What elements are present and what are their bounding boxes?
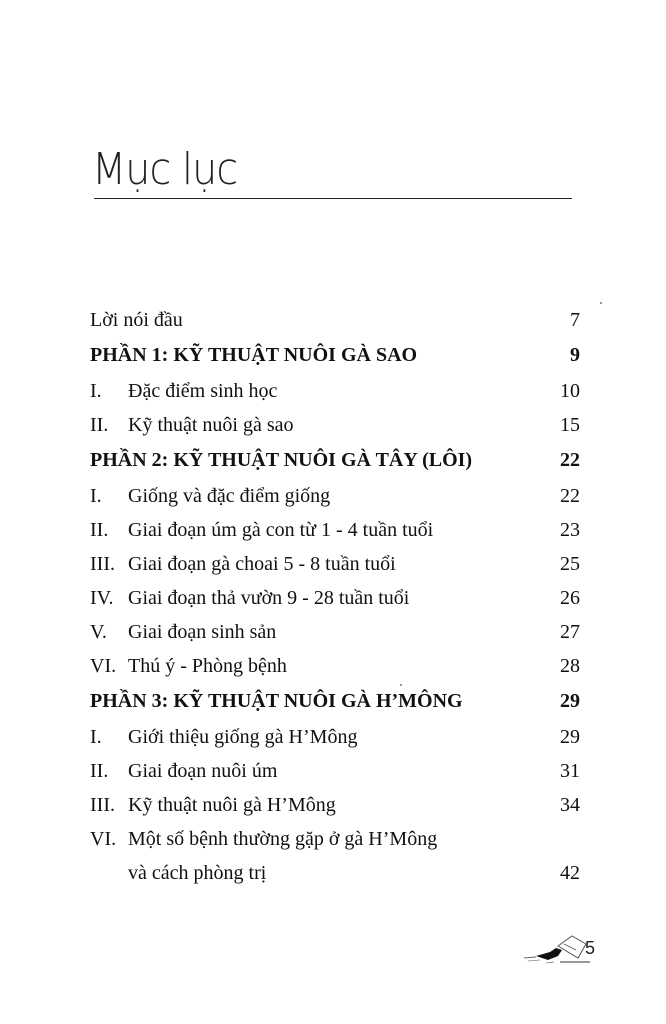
toc-roman-numeral: I. [90, 726, 102, 748]
toc-page-number: 31 [560, 760, 580, 782]
toc-page-number: 23 [560, 519, 580, 541]
toc-row[interactable] [90, 513, 580, 547]
page-title: Mục lục [92, 144, 238, 195]
toc-entry-title: Giai đoạn thả vườn 9 - 28 tuần tuổi [128, 587, 410, 609]
toc-row[interactable] [90, 720, 580, 754]
toc-row[interactable] [90, 822, 580, 856]
toc-entry-title: Một số bệnh thường gặp ở gà H’Mông [128, 828, 438, 850]
toc-page-number: 10 [560, 380, 580, 402]
toc-page-number: 7 [570, 309, 580, 331]
toc-page-number: 26 [560, 587, 580, 609]
page-number: 5 [585, 938, 596, 958]
toc-roman-numeral: I. [90, 485, 102, 507]
toc-entry-title: Đặc điểm sinh học [128, 380, 278, 402]
toc-page-number: 9 [570, 344, 580, 366]
toc-roman-numeral: II. [90, 414, 109, 436]
toc-roman-numeral: II. [90, 760, 109, 782]
toc-roman-numeral: I. [90, 380, 102, 402]
toc-page-number: 27 [560, 621, 580, 643]
scan-speck [600, 302, 602, 304]
toc-page-number: 25 [560, 553, 580, 575]
toc-page-number: 29 [560, 690, 580, 712]
toc-row[interactable] [90, 615, 580, 649]
toc-row[interactable] [90, 547, 580, 581]
toc-row[interactable] [90, 754, 580, 788]
toc-entry-title: Thú ý - Phòng bệnh [128, 655, 287, 677]
toc-entry-title: Lời nói đầu [90, 309, 183, 331]
page-footer [520, 930, 610, 970]
toc-row[interactable] [90, 788, 580, 822]
toc-part-title: PHẦN 3: KỸ THUẬT NUÔI GÀ H’MÔNG [90, 690, 463, 712]
toc-roman-numeral: V. [90, 621, 107, 643]
toc-part-title: PHẦN 1: KỸ THUẬT NUÔI GÀ SAO [90, 344, 418, 366]
toc-part-title: PHẦN 2: KỸ THUẬT NUÔI GÀ TÂY (LÔI) [90, 449, 473, 471]
toc-page-number: 29 [560, 726, 580, 748]
toc-roman-numeral: VI. [90, 828, 117, 850]
toc-row[interactable] [90, 581, 580, 615]
toc-roman-numeral: VI. [90, 655, 117, 677]
toc-row[interactable] [90, 374, 580, 408]
toc-roman-numeral: III. [90, 553, 115, 575]
toc-entry-title: Giai đoạn nuôi úm [128, 760, 278, 782]
toc-page-number: 22 [560, 449, 580, 471]
toc-roman-numeral: II. [90, 519, 109, 541]
scan-speck [400, 684, 402, 686]
toc-part-row[interactable] [90, 442, 580, 479]
toc-entry-title: Giai đoạn gà choai 5 - 8 tuần tuổi [128, 553, 396, 575]
toc-entry-title: và cách phòng trị [128, 862, 267, 884]
toc-part-row[interactable] [90, 337, 580, 374]
toc-page-number: 42 [560, 862, 580, 884]
toc-roman-numeral: IV. [90, 587, 114, 609]
toc-entry-title: Kỹ thuật nuôi gà sao [128, 414, 294, 436]
table-of-contents [90, 303, 580, 890]
toc-page-number: 22 [560, 485, 580, 507]
toc-entry-title: Giống và đặc điểm giống [128, 485, 331, 507]
title-rule [94, 198, 572, 199]
toc-entry-title: Giai đoạn úm gà con từ 1 - 4 tuần tuổi [128, 519, 434, 541]
toc-page-number: 28 [560, 655, 580, 677]
toc-row[interactable] [90, 408, 580, 442]
toc-row[interactable] [90, 649, 580, 683]
toc-part-row[interactable] [90, 683, 580, 720]
toc-row-continuation[interactable] [90, 856, 580, 890]
toc-row[interactable] [90, 479, 580, 513]
toc-roman-numeral: III. [90, 794, 115, 816]
toc-page-number: 34 [560, 794, 580, 816]
toc-entry-title: Giai đoạn sinh sản [128, 621, 277, 643]
decorative-figure-icon [520, 930, 590, 966]
toc-page-number: 15 [560, 414, 580, 436]
toc-entry-title: Kỹ thuật nuôi gà H’Mông [128, 794, 336, 816]
toc-entry-title: Giới thiệu giống gà H’Mông [128, 726, 358, 748]
toc-row[interactable] [90, 303, 580, 337]
